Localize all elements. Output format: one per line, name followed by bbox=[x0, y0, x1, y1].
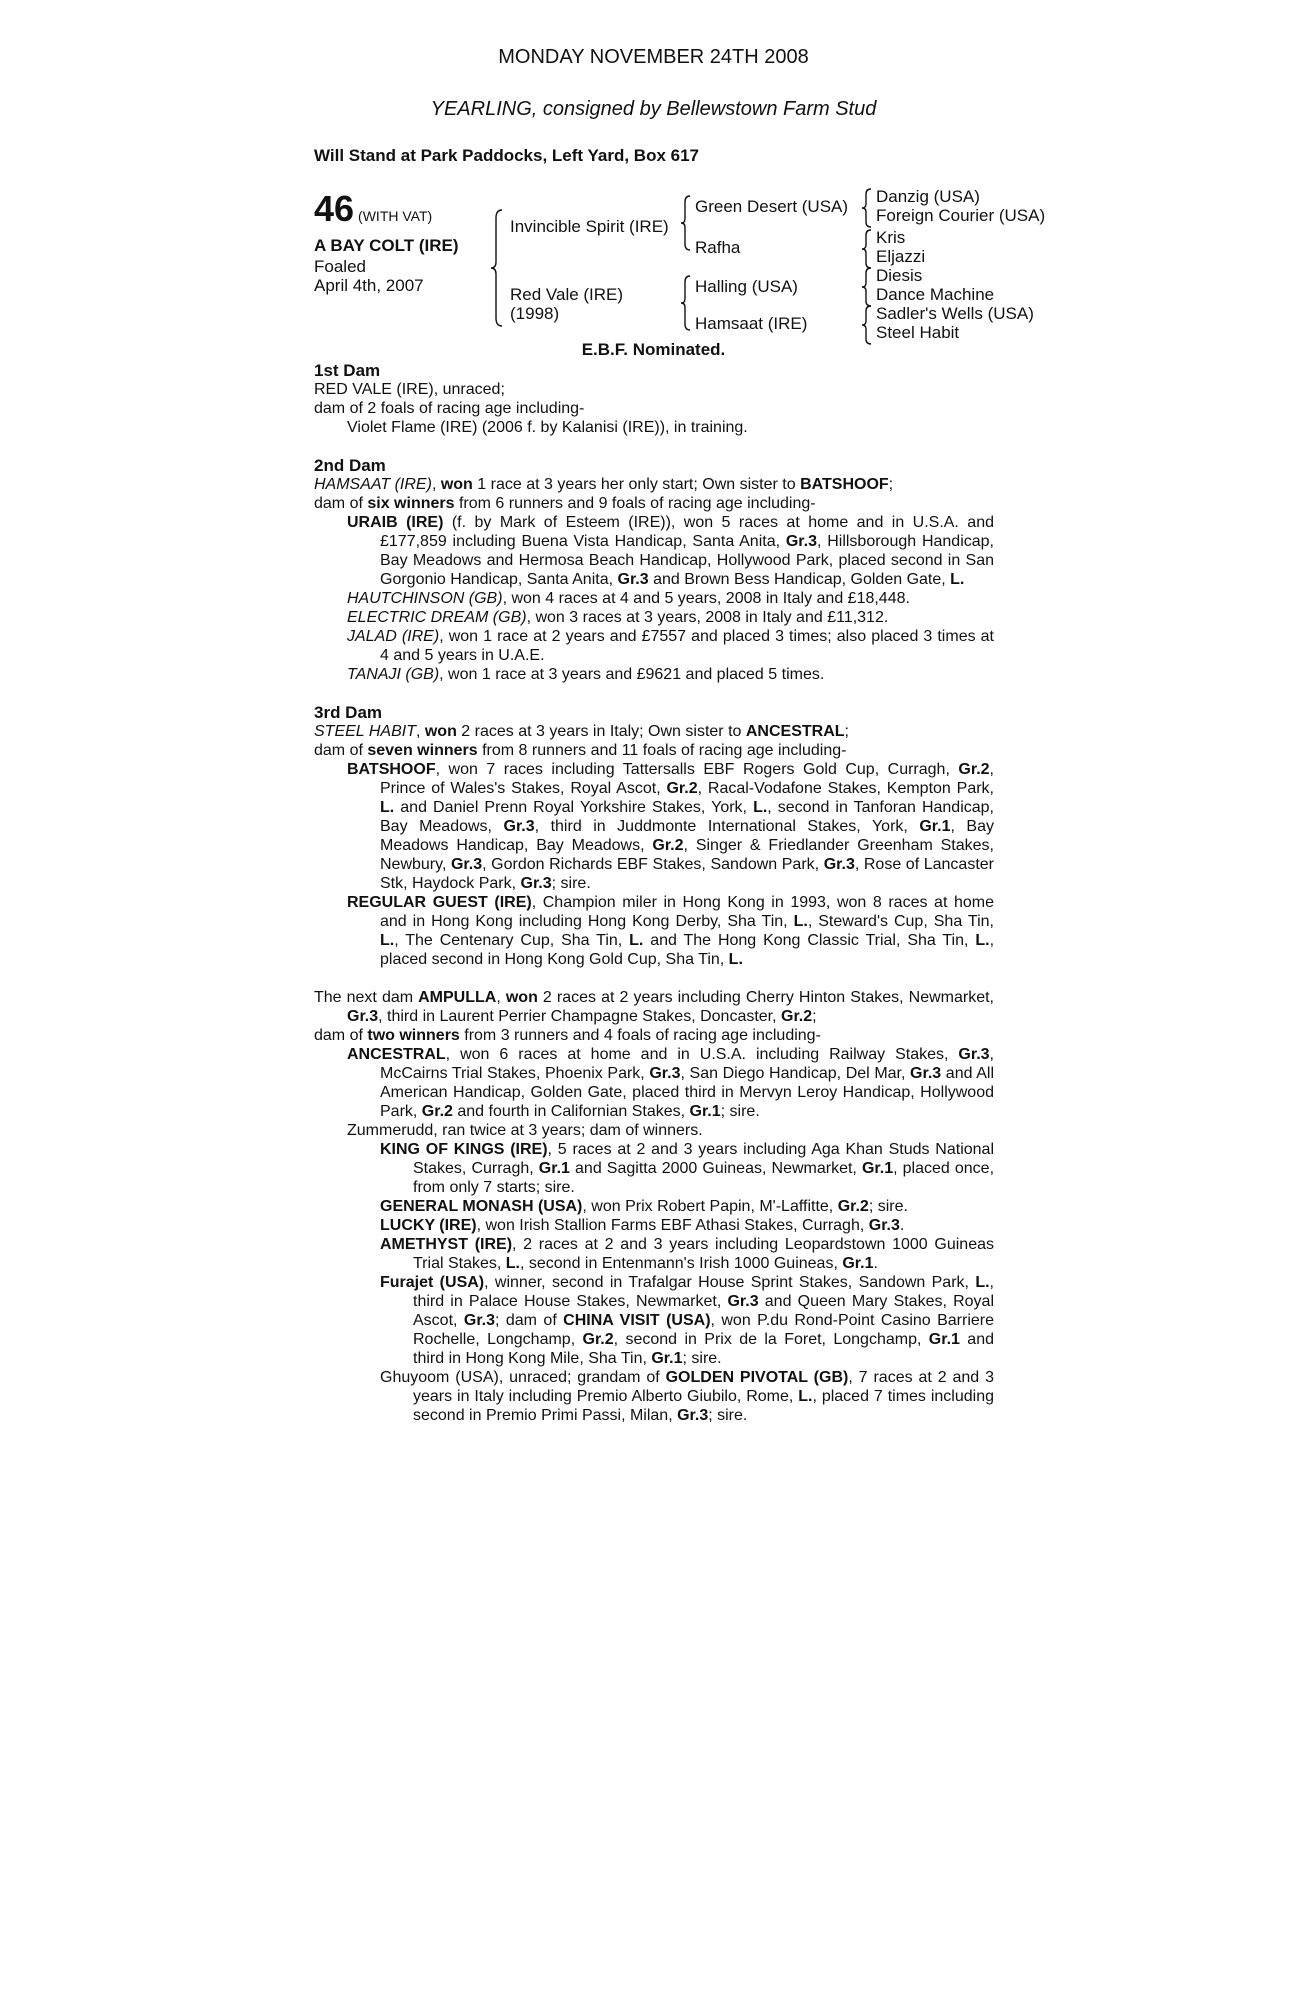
produce-entry-furajet: Furajet (USA), winner, second in Trafalgar House Sprint Stakes, Sandown Park, L., third in Palace House Stakes, Newmarket, Gr.3 and Queen Mary Stakes, Royal Ascot, Gr.3; dam of CHINA VISIT (USA), won P.du Rond-Point Casino Barriere Rochelle, Longchamp, Gr.2, second in Prix de la Foret, Longchamp, Gr.1 and third in Hong Kong Mile, Sha Tin, Gr.1; sire. bbox=[380, 1274, 995, 1367]
produce-entry-batshoof: BATSHOOF, won 7 races including Tattersalls EBF Rogers Gold Cup, Curragh, Gr.2, Prince of Wales's Stakes, Royal Ascot, Gr.2, Racal-Vodafone Stakes, Kempton Park, L. and Daniel Prenn Royal Yorkshire Stakes, York, L., second in Tanforan Handicap, Bay Meadows, Gr.3, third in Juddmonte International Stakes, York, Gr.1, Bay Meadows Handicap, Bay Meadows, Gr.2, Singer & Friedlander Greenham Stakes, Newbury, Gr.3, Gordon Richards EBF Stakes, Sandown Park, Gr.3, Rose of Lancaster Stk, Haydock Park, Gr.3; sire. bbox=[347, 761, 995, 892]
foaled-info bbox=[314, 257, 424, 295]
pedigree-brace-dam bbox=[680, 274, 692, 332]
pedigree-gen3-8: Steel Habit bbox=[876, 323, 960, 342]
first-dam-foals: dam of 2 foals of racing age including- bbox=[314, 400, 585, 417]
spacer bbox=[314, 437, 994, 456]
foaled-date: April 4th, 2007 bbox=[314, 276, 424, 295]
pedigree-gen3-7: Sadler's Wells (USA) bbox=[876, 304, 1034, 323]
second-dam-heading: 2nd Dam bbox=[314, 456, 386, 475]
pedigree-sire: Invincible Spirit (IRE) bbox=[510, 217, 669, 236]
lot-heading bbox=[314, 188, 432, 230]
produce-entry-amethyst: AMETHYST (IRE), 2 races at 2 and 3 years including Leopardstown 1000 Guineas Trial Stakes, L., second in Entenmann's Irish 1000 Guineas, Gr.1. bbox=[380, 1236, 994, 1272]
consignor-line: YEARLING, consigned by Bellewstown Farm Stud bbox=[430, 98, 877, 120]
produce-entry-jalad: JALAD (IRE), won 1 race at 2 years and £7557 and placed 3 times; also placed 3 times at 4 and 5 years in U.A.E. bbox=[347, 628, 994, 664]
produce-entry-tanaji: TANAJI (GB), won 1 race at 3 years and £9621 and placed 5 times. bbox=[347, 666, 825, 683]
pedigree-gen3-4: Eljazzi bbox=[876, 247, 926, 266]
sale-date: MONDAY NOVEMBER 24TH 2008 bbox=[498, 46, 809, 68]
pedigree-dam-year: (1998) bbox=[510, 304, 560, 323]
pedigree-brace-main bbox=[490, 208, 504, 328]
pedigree-sire-dam: Rafha bbox=[695, 238, 741, 257]
lot-name: A BAY COLT (IRE) bbox=[314, 236, 459, 255]
pedigree-dam bbox=[510, 285, 623, 323]
first-dam-produce: Violet Flame (IRE) (2006 f. by Kalanisi (IRE)), in training. bbox=[347, 419, 748, 436]
produce-entry-uraib: URAIB (IRE) (f. by Mark of Esteem (IRE)), won 5 races at home and in U.S.A. and £177,859 including Buena Vista Handicap, Santa Anita, Gr.3, Hillsborough Handicap, Bay Meadows and Hermosa Beach Handicap, Hollywood Park, placed second in San Gorgonio Handicap, Santa Anita, Gr.3 and Brown Bess Handicap, Golden Gate, L. bbox=[347, 514, 995, 588]
pedigree-brace-g3 bbox=[861, 267, 873, 307]
produce-entry-hautchinson: HAUTCHINSON (GB), won 4 races at 4 and 5 years, 2008 in Italy and £18,448. bbox=[347, 590, 910, 607]
stand-location: Will Stand at Park Paddocks, Left Yard, Box 617 bbox=[314, 146, 699, 165]
spacer bbox=[314, 969, 994, 988]
produce-entry-general-monash: GENERAL MONASH (USA), won Prix Robert Papin, M'-Laffitte, Gr.2; sire. bbox=[380, 1198, 908, 1215]
pedigree-gen3-1: Danzig (USA) bbox=[876, 187, 980, 206]
lot-number: 46 bbox=[314, 188, 355, 229]
pedigree-dam-sire: Halling (USA) bbox=[695, 277, 798, 296]
catalogue-body bbox=[314, 361, 994, 1425]
pedigree-dam-dam: Hamsaat (IRE) bbox=[695, 314, 808, 333]
pedigree-dam-name: Red Vale (IRE) bbox=[510, 285, 624, 304]
produce-entry-king-of-kings: KING OF KINGS (IRE), 5 races at 2 and 3 years including Aga Khan Studs National Stakes, Curragh, Gr.1 and Sagitta 2000 Guineas, Newmarket, Gr.1, placed once, from only 7 starts; sire. bbox=[380, 1141, 995, 1196]
produce-entry-regular-guest: REGULAR GUEST (IRE), Champion miler in Hong Kong in 1993, won 8 races at home and in Hong Kong including Hong Kong Derby, Sha Tin, L., Steward's Cup, Sha Tin, L., The Centenary Cup, Sha Tin, L. and The Hong Kong Classic Trial, Sha Tin, L., placed second in Hong Kong Gold Cup, Sha Tin, L. bbox=[347, 894, 995, 968]
third-dam-produce-summary: dam of seven winners from 8 runners and 11 foals of racing age including- bbox=[314, 742, 847, 759]
foaled-label: Foaled bbox=[314, 257, 366, 276]
pedigree-brace-sire bbox=[680, 194, 692, 252]
pedigree-brace-g1 bbox=[861, 188, 873, 228]
ebf-nomination: E.B.F. Nominated. bbox=[581, 340, 726, 359]
produce-entry-electric-dream: ELECTRIC DREAM (GB), won 3 races at 3 years, 2008 in Italy and £11,312. bbox=[347, 609, 889, 626]
produce-entry-ancestral: ANCESTRAL, won 6 races at home and in U.S.A. including Railway Stakes, Gr.3, McCairns Trial Stakes, Phoenix Park, Gr.3, San Diego Handicap, Del Mar, Gr.3 and All American Handicap, Golden Gate, placed third in Mervyn Leroy Handicap, Hollywood Park, Gr.2 and fourth in Californian Stakes, Gr.1; sire. bbox=[347, 1046, 994, 1120]
pedigree-gen3-2: Foreign Courier (USA) bbox=[876, 206, 1046, 225]
next-dam-intro: The next dam AMPULLA, won 2 races at 2 years including Cherry Hinton Stakes, Newmarket, Gr.3, third in Laurent Perrier Champagne Stakes, Doncaster, Gr.2; bbox=[314, 989, 994, 1025]
third-dam-intro: STEEL HABIT, won 2 races at 3 years in Italy; Own sister to ANCESTRAL; bbox=[314, 723, 849, 740]
pedigree-brace-g2 bbox=[861, 229, 873, 269]
pedigree-gen3-6: Dance Machine bbox=[876, 285, 995, 304]
third-dam-heading: 3rd Dam bbox=[314, 703, 383, 722]
pedigree-gen3-3: Kris bbox=[876, 228, 906, 247]
produce-entry-zummerudd: Zummerudd, ran twice at 3 years; dam of winners. bbox=[347, 1122, 703, 1139]
first-dam-line: RED VALE (IRE), unraced; bbox=[314, 381, 505, 398]
second-dam-produce-summary: dam of six winners from 6 runners and 9 foals of racing age including- bbox=[314, 495, 816, 512]
second-dam-intro: HAMSAAT (IRE), won 1 race at 3 years her only start; Own sister to BATSHOOF; bbox=[314, 476, 894, 493]
first-dam-heading: 1st Dam bbox=[314, 361, 381, 380]
pedigree-brace-g4 bbox=[861, 305, 873, 345]
pedigree-sire-sire: Green Desert (USA) bbox=[695, 197, 849, 216]
vat-note: (WITH VAT) bbox=[358, 208, 433, 224]
produce-entry-ghuyoom: Ghuyoom (USA), unraced; grandam of GOLDEN PIVOTAL (GB), 7 races at 2 and 3 years in Italy including Premio Alberto Giubilo, Rome, L., placed 7 times including second in Premio Primi Passi, Milan, Gr.3; sire. bbox=[380, 1369, 994, 1424]
next-dam-produce-summary: dam of two winners from 3 runners and 4 foals of racing age including- bbox=[314, 1027, 821, 1044]
pedigree-gen3-5: Diesis bbox=[876, 266, 923, 285]
spacer bbox=[314, 684, 994, 703]
produce-entry-lucky: LUCKY (IRE), won Irish Stallion Farms EBF Athasi Stakes, Curragh, Gr.3. bbox=[380, 1217, 905, 1234]
